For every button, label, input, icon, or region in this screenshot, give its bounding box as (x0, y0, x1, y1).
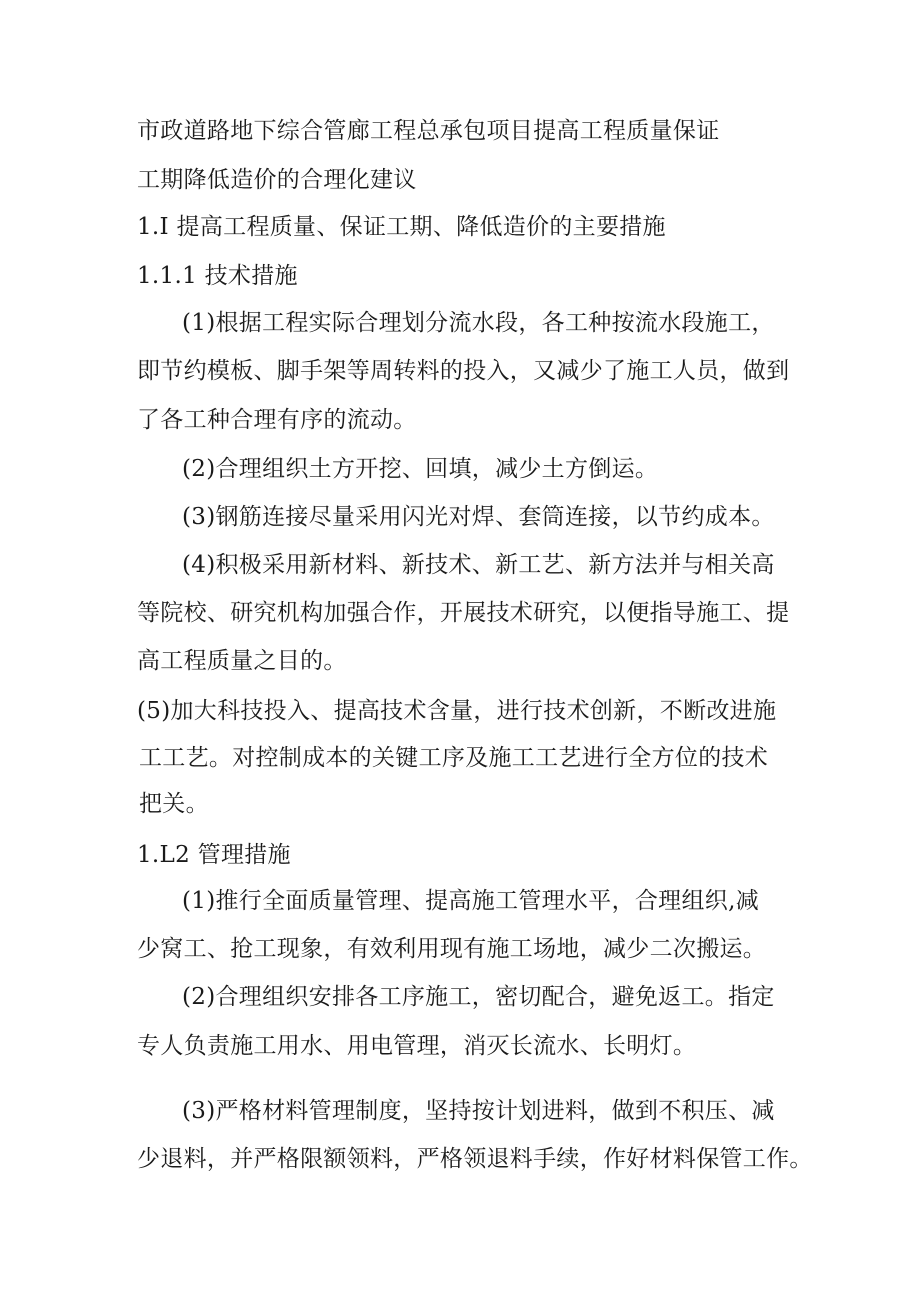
tech-para-1-line-2: 即节约模板、脚手架等周转料的投入，又减少了施工人员，做到 (137, 358, 790, 384)
tech-para-3: (3)钢筋连接尽量采用闪光对焊、套筒连接，以节约成本。 (182, 504, 775, 530)
section-heading-1-1-2: 1.L2 管理措施 (137, 842, 291, 868)
mgmt-para-1-line-2: 少窝工、抢工现象，有效利用现有施工场地，减少二次搬运。 (137, 936, 767, 962)
tech-para-5-line-2: 工工艺。对控制成本的关键工序及施工工艺进行全方位的技术 (139, 745, 769, 771)
mgmt-para-1-line-1: (1)推行全面质量管理、提高施工管理水平，合理组织,减 (182, 888, 759, 914)
doc-title-line-1: 市政道路地下综合管廊工程总承包项目提高工程质量保证 (137, 118, 720, 144)
doc-title-line-2: 工期降低造价的合理化建议 (137, 167, 417, 193)
tech-para-1-line-3: 了各工种合理有序的流动。 (137, 407, 417, 433)
tech-para-5-line-3: 把关。 (139, 791, 209, 817)
section-heading-1-1: 1.I 提高工程质量、保证工期、降低造价的主要措施 (137, 214, 666, 240)
tech-para-5-line-1: (5)加大科技投入、提高技术含量，进行技术创新，不断改进施 (137, 698, 777, 724)
mgmt-para-2-line-2: 专人负责施工用水、用电管理，消灭长流水、长明灯。 (137, 1033, 697, 1059)
tech-para-4-line-1: (4)积极采用新材料、新技术、新工艺、新方法并与相关高 (182, 552, 775, 578)
tech-para-1-line-1: (1)根据工程实际合理划分流水段，各工种按流水段施工， (182, 310, 775, 336)
tech-para-2: (2)合理组织土方开挖、回填，减少土方倒运。 (182, 456, 659, 482)
tech-para-4-line-2: 等院校、研究机构加强合作，开展技术研究，以便指导施工、提 (137, 600, 790, 626)
section-heading-1-1-1: 1.1.1 技术措施 (137, 263, 298, 289)
mgmt-para-3-line-2: 少退料，并严格限额领料，严格领退料手续，作好材料保管工作。 (137, 1146, 813, 1172)
tech-para-4-line-3: 高工程质量之目的。 (137, 648, 347, 674)
mgmt-para-2-line-1: (2)合理组织安排各工序施工，密切配合，避免返工。指定 (182, 984, 775, 1010)
mgmt-para-3-line-1: (3)严格材料管理制度，坚持按计划进料，做到不积压、减 (182, 1098, 775, 1124)
